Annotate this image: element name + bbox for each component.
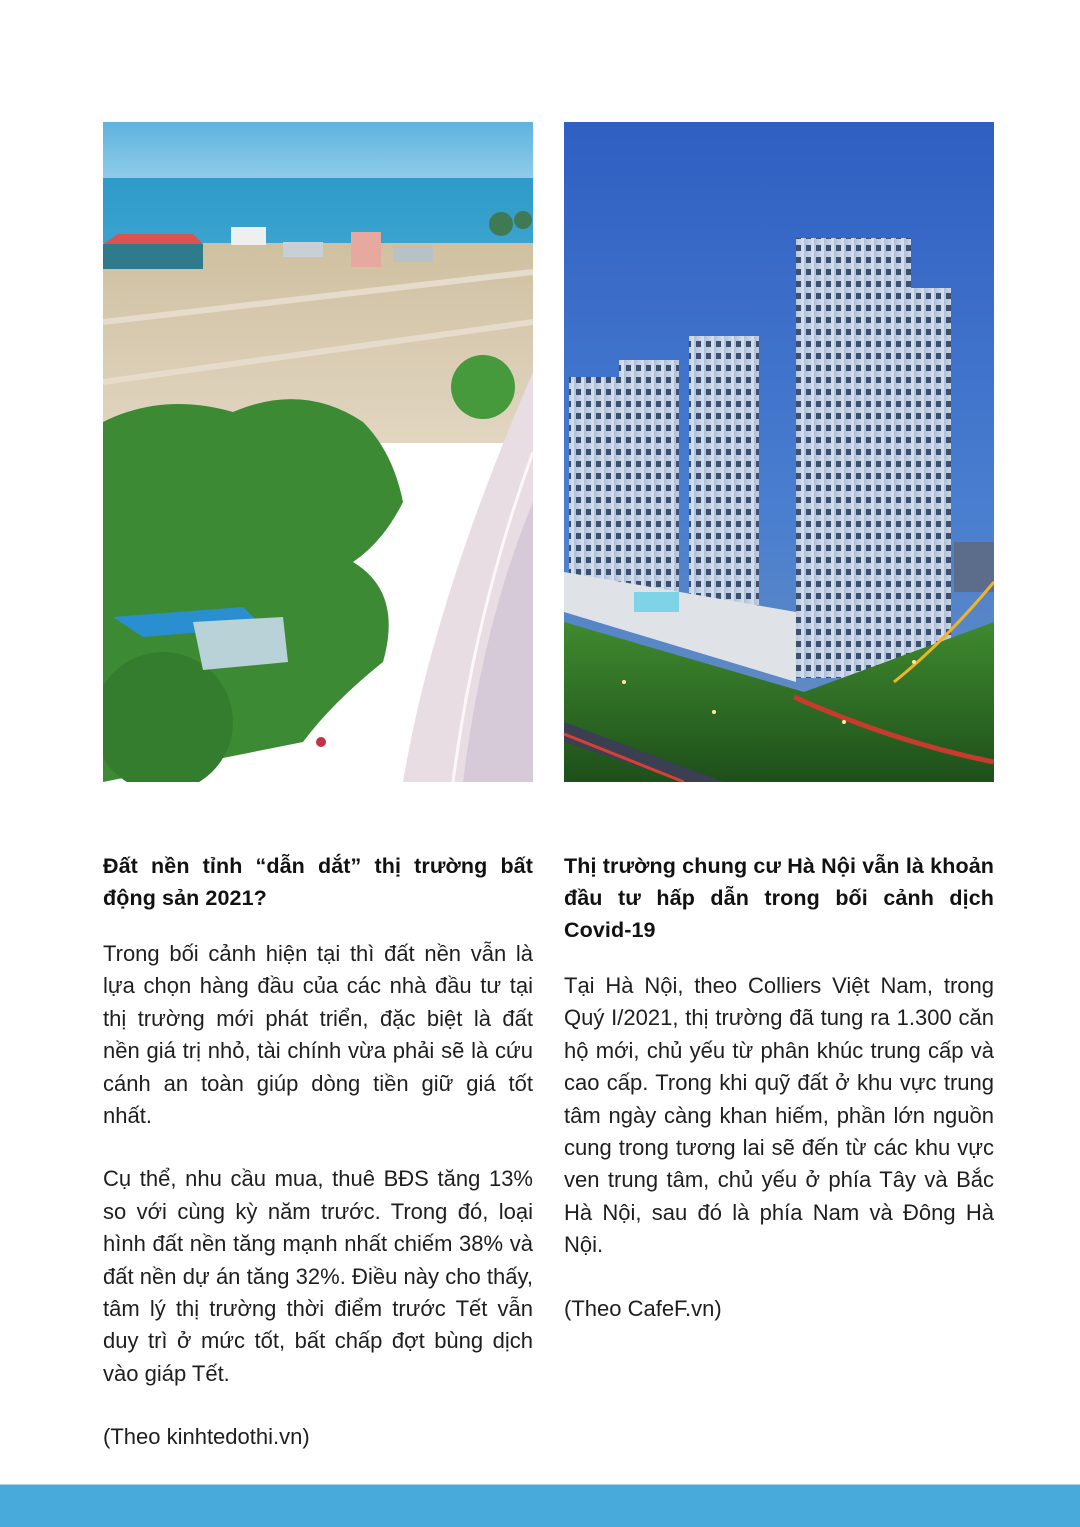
photo-coastal-land-icon (103, 122, 533, 782)
apartment-towers-photo (564, 122, 994, 782)
article-source: (Theo kinhtedothi.vn) (103, 1424, 310, 1450)
footer-bar (0, 1484, 1080, 1527)
article-source: (Theo CafeF.vn) (564, 1295, 722, 1321)
article-left (103, 122, 533, 1476)
coastal-land-photo (103, 122, 533, 782)
article-paragraph: Trong bối cảnh hiện tại thì đất nền vẫn là lựa chọn hàng đầu của các nhà đầu tư tại thị trường mới phát triển, đặc biệt là đất nền giá trị nhỏ, tài chính vừa phải sẽ là cứu cánh an toàn giúp dòng tiền giữ giá tốt nhất. (103, 941, 533, 1129)
article-title: Đất nền tỉnh “dẫn dắt” thị trường bất động sản 2021? (103, 854, 533, 910)
photo-apartment-towers-icon (564, 122, 994, 782)
article-paragraph: Cụ thể, nhu cầu mua, thuê BĐS tăng 13% so với cùng kỳ năm trước. Trong đó, loại hình đất nền tăng mạnh nhất chiếm 38% và đất nền dự án tăng 32%. Điều này cho thấy, tâm lý thị trường thời điểm trước Tết vẫn duy trì ở mức tốt, bất chấp đợt bùng dịch vào giáp Tết. (103, 1166, 533, 1386)
article-title: Thị trường chung cư Hà Nội vẫn là khoản đầu tư hấp dẫn trong bối cảnh dịch Covid-19 (564, 854, 994, 942)
article-right (564, 122, 994, 1347)
article-paragraph: Tại Hà Nội, theo Colliers Việt Nam, trong Quý I/2021, thị trường đã tung ra 1.300 căn hộ mới, chủ yếu từ phân khúc trung cấp và cao cấp. Trong khi quỹ đất ở khu vực trung tâm ngày càng khan hiếm, phần lớn nguồn cung trong tương lai sẽ đến từ các khu vực ven trung tâm, chủ yếu ở phía Tây và Bắc Hà Nội, sau đó là phía Nam và Đông Hà Nội. (564, 973, 994, 1258)
